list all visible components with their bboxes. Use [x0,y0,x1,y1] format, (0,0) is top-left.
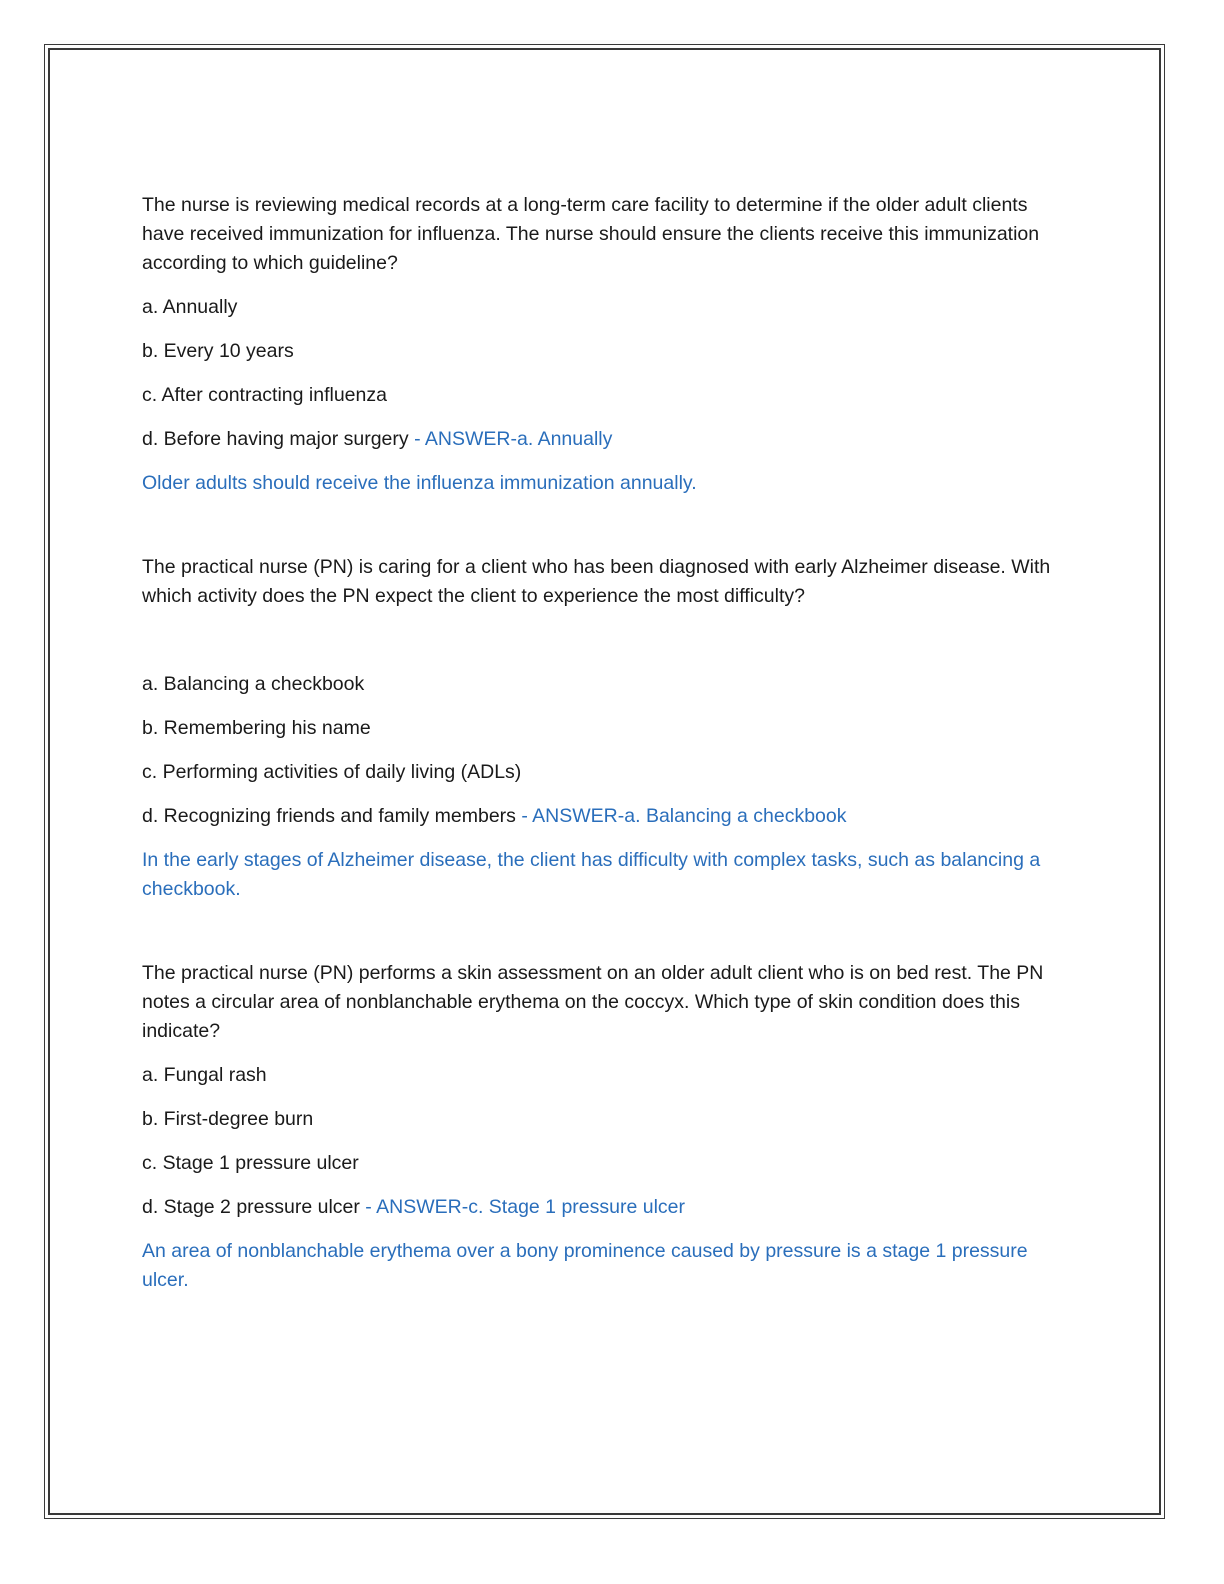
option-d [142,425,1072,454]
option-b: b. First-degree burn [142,1108,314,1130]
option-a: a. Balancing a checkbook [142,673,365,695]
option-d-text: d. Before having major surgery [142,428,409,450]
option-c: c. Performing activities of daily living (ADLs) [142,761,522,783]
option-d [142,1193,1072,1222]
spacer [142,626,1072,670]
option-b: b. Remembering his name [142,717,371,739]
option-d-text: d. Recognizing friends and family members [142,805,516,827]
question-text: The practical nurse (PN) performs a skin assessment on an older adult client who is on bed rest. The PN notes a circular area of nonblanchable erythema on the coccyx. Which type of skin condition does this indicate? [142,962,1044,1042]
answer-text: - ANSWER-c. Stage 1 pressure ulcer [365,1196,685,1218]
question-text: The nurse is reviewing medical records at a long-term care facility to determine if the older adult clients have received immunization for influenza. The nurse should ensure the clients receive this immunization according to which guideline? [142,194,1040,274]
option-c: c. After contracting influenza [142,384,387,406]
rationale-text: An area of nonblanchable erythema over a bony prominence caused by pressure is a stage 1 pressure ulcer. [142,1240,1028,1291]
question-block-2 [142,553,1072,904]
answer-text: - ANSWER-a. Balancing a checkbook [521,805,847,827]
option-a: a. Fungal rash [142,1064,267,1086]
rationale-text: In the early stages of Alzheimer disease, the client has difficulty with complex tasks, such as balancing a checkbook. [142,849,1041,900]
option-d [142,802,1072,831]
option-c: c. Stage 1 pressure ulcer [142,1152,359,1174]
answer-text: - ANSWER-a. Annually [414,428,613,450]
rationale-text: Older adults should receive the influenza immunization annually. [142,472,697,494]
question-text: The practical nurse (PN) is caring for a client who has been diagnosed with early Alzheimer disease. With which activity does the PN expect the client to experience the most difficulty? [142,556,1051,607]
question-block-3 [142,959,1072,1295]
document-content [142,191,1072,1350]
option-d-text: d. Stage 2 pressure ulcer [142,1196,360,1218]
question-block-1 [142,191,1072,498]
option-b: b. Every 10 years [142,340,294,362]
option-a: a. Annually [142,296,238,318]
